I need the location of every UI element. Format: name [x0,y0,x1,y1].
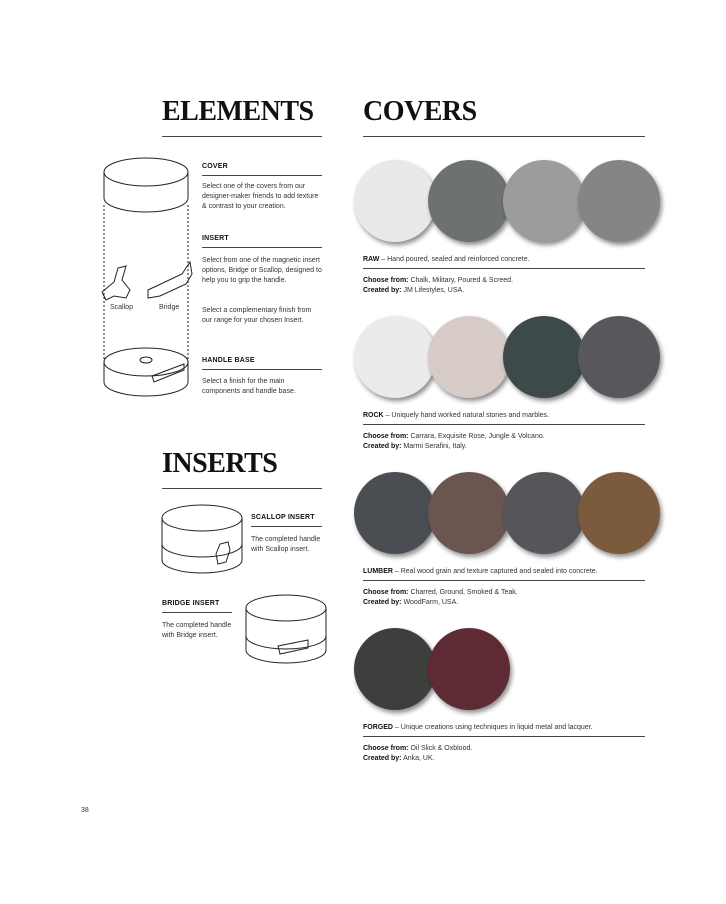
bridge-handle-slot [278,640,308,654]
bridge-insert-shape [148,262,192,298]
bridge-insert-rule [162,612,232,613]
scallop-handle-notch [216,542,230,564]
forged-created-label: Created by: [363,755,402,762]
rock-tagline-text: – Uniquely hand worked natural stones and marbles. [383,412,549,419]
military-swatch [428,160,510,242]
cover-desc: Select one of the covers from our designer-maker friends to add texture & contrast to your creation. [202,183,319,210]
lumber-choose [363,589,518,596]
insert-desc: Select from one of the magnetic insert options, Bridge or Scallop, designed to help you to grip the handle. [202,257,322,284]
exquisite-rose-swatch [428,316,510,398]
forged-created [363,755,435,762]
rock-choose [363,433,545,440]
insert-rule [202,247,322,248]
volcano-swatch [578,316,660,398]
handle-base-desc: Select a finish for the main components and handle base. [202,378,296,395]
scallop-handle-top [162,505,242,531]
rock-created [363,443,467,450]
handle-base-label: HANDLE BASE [202,357,255,364]
base-insert-slot [152,364,184,382]
lumber-choose-text: Charred, Ground, Smoked & Teak. [408,589,518,596]
lumber-tagline-text: – Real wood grain and texture captured and sealed into concrete. [392,568,598,575]
cover-top-ellipse [104,158,188,186]
ground-swatch [428,472,510,554]
bridge-insert-desc: The completed handle with Bridge insert. [162,622,232,639]
forged-choose-text: Oil Slick & Oxblood. [408,745,473,752]
elements-rule [162,136,322,137]
chalk-swatch [354,160,436,242]
bridge-insert-label: BRIDGE INSERT [162,600,220,607]
forged-rule [363,736,645,737]
bridge-handle-top [246,595,326,621]
rock-tagline [363,412,549,419]
charred-swatch [354,472,436,554]
rock-created-text: Marmi Serafini, Italy. [401,443,467,450]
raw-tagline-text: – Hand poured, sealed and reinforced concrete. [379,256,530,263]
forged-tagline [363,724,593,731]
cover-rule [202,175,322,176]
raw-created-label: Created by: [363,287,402,294]
bridge-caption: Bridge [159,304,180,311]
oil-slick-swatch [354,628,436,710]
inserts-heading: INSERTS [162,448,278,479]
scallop-caption: Scallop [110,304,133,311]
raw-created [363,287,464,294]
lumber-rule [363,580,645,581]
scallop-handle-drawing [158,500,248,580]
jungle-swatch [503,316,585,398]
forged-name: FORGED [363,724,393,731]
smoked-swatch [503,472,585,554]
forged-choose-label: Choose from: [363,745,409,752]
base-top-ellipse [104,348,188,376]
scallop-insert-shape [102,266,130,300]
teak-swatch [578,472,660,554]
base-knob [140,357,152,363]
raw-choose [363,277,513,284]
scallop-insert-label: SCALLOP INSERT [251,514,315,521]
bridge-handle-band [246,636,326,649]
covers-heading: COVERS [363,96,477,127]
carrara-swatch [354,316,436,398]
rock-choose-text: Carrara, Exquisite Rose, Jungle & Volcano. [408,433,545,440]
scallop-insert-desc: The completed handle with Scallop insert. [251,536,321,553]
raw-created-text: JM Lifestyles, USA. [401,287,465,294]
lumber-created-text: WoodFarm, USA. [401,599,459,606]
lumber-created [363,599,458,606]
lumber-created-label: Created by: [363,599,402,606]
raw-name: RAW [363,256,380,263]
raw-rule [363,268,645,269]
forged-choose [363,745,472,752]
forged-created-text: Anka, UK. [401,755,435,762]
poured-swatch [503,160,585,242]
forged-tagline-text: – Unique creations using techniques in liquid metal and lacquer. [392,724,593,731]
lumber-name: LUMBER [363,568,393,575]
cover-side [104,172,188,212]
scallop-handle-side [162,518,242,573]
raw-tagline [363,256,530,263]
page-number: 38 [81,807,89,814]
raw-choose-label: Choose from: [363,277,409,284]
scallop-insert-rule [251,526,322,527]
covers-rule [363,136,645,137]
elements-heading: ELEMENTS [162,96,314,127]
screed-swatch [578,160,660,242]
rock-rule [363,424,645,425]
lumber-choose-label: Choose from: [363,589,409,596]
insert-finish-desc: Select a complementary finish from our range for your chosen Insert. [202,307,312,324]
exploded-handle-diagram [96,150,196,400]
rock-created-label: Created by: [363,443,402,450]
lumber-tagline [363,568,598,575]
raw-choose-text: Chalk, Military, Poured & Screed. [408,277,514,284]
bridge-handle-drawing [242,590,332,670]
bridge-handle-side [246,608,326,663]
handle-base-rule [202,369,322,370]
oxblood-swatch [428,628,510,710]
cover-label: COVER [202,163,228,170]
rock-choose-label: Choose from: [363,433,409,440]
inserts-rule [162,488,322,489]
insert-label: INSERT [202,235,229,242]
rock-name: ROCK [363,412,384,419]
